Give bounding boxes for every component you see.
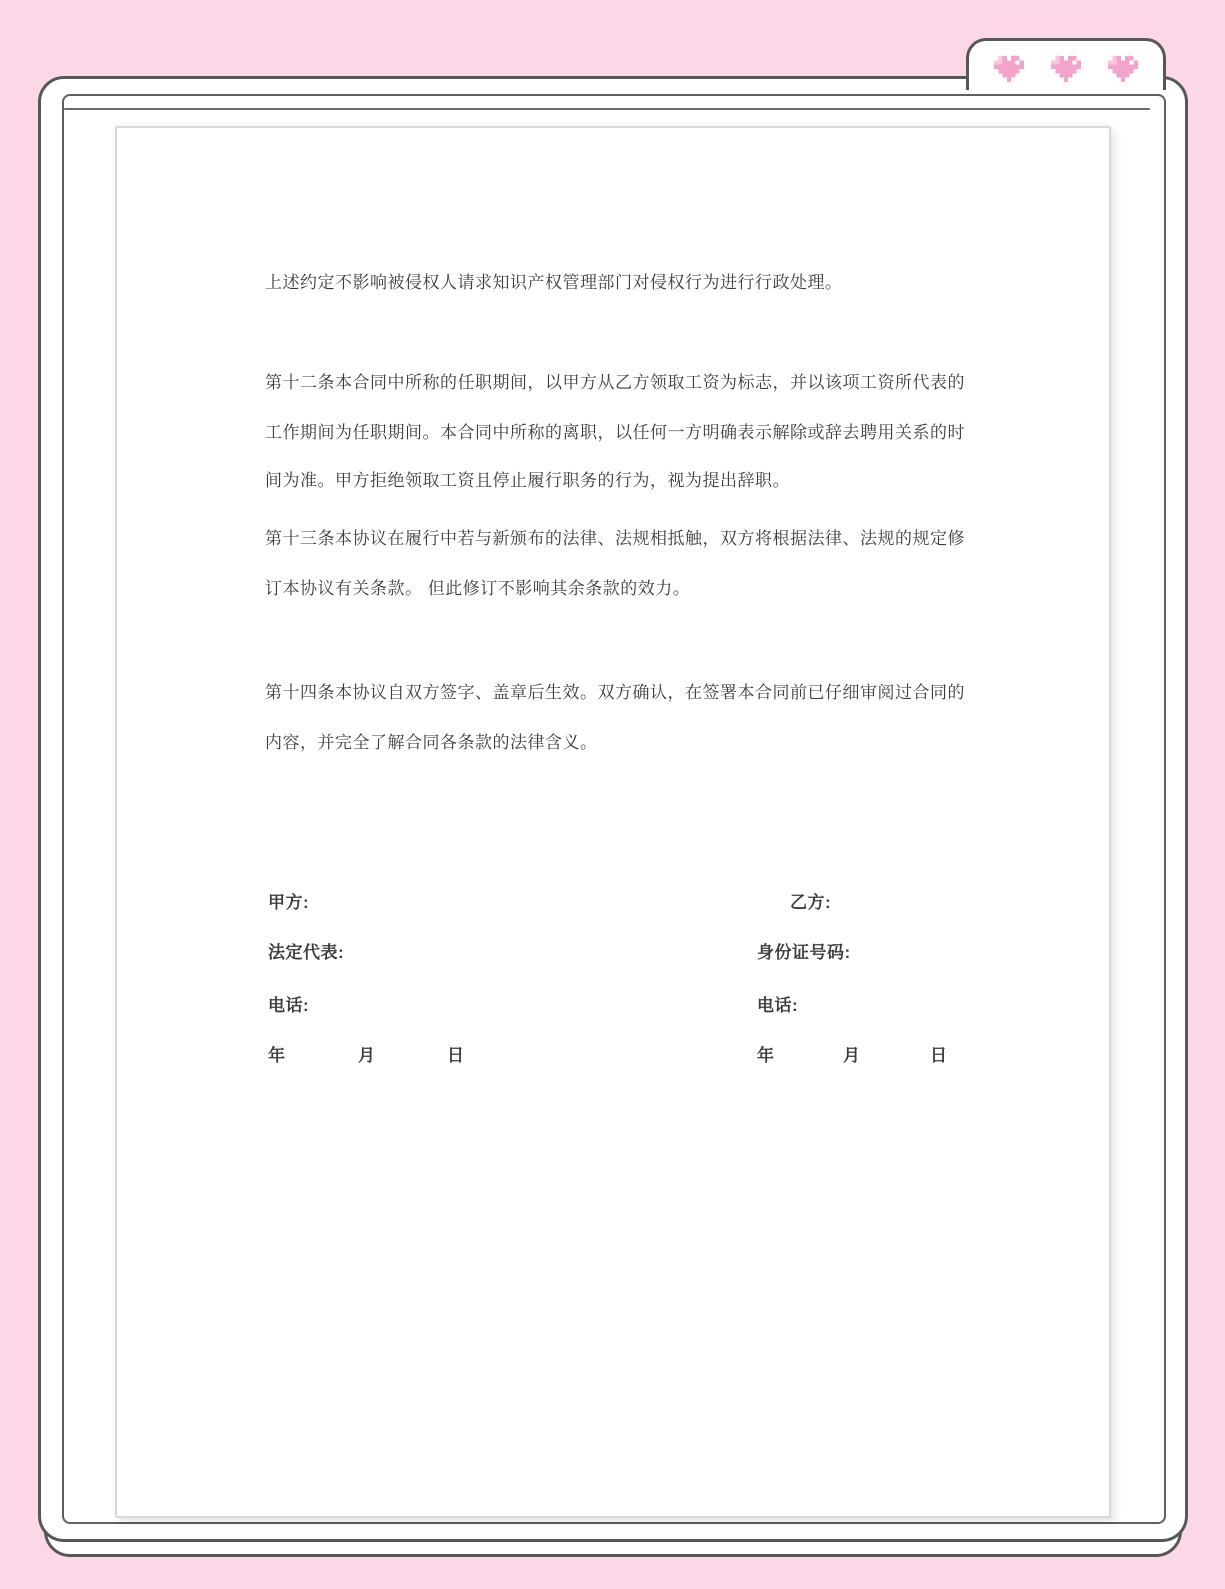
contract-line: 间为准。甲方拒绝领取工资且停止履行职务的行为，视为提出辞职。 <box>265 471 790 490</box>
contract-line: 订本协议有关条款。 但此修订不影响其余条款的效力。 <box>265 579 691 598</box>
party-a-representative-label: 法定代表: <box>268 943 345 962</box>
party-a-year-label: 年 <box>268 1046 286 1065</box>
heart-icon <box>1051 56 1081 82</box>
party-a-phone-label: 电话: <box>268 996 310 1015</box>
heart-icon <box>994 56 1024 82</box>
party-a-label: 甲方: <box>268 893 310 912</box>
divider-line <box>64 108 1150 110</box>
document-page <box>115 126 1111 1518</box>
hearts-tab <box>966 38 1166 90</box>
party-b-phone-label: 电话: <box>757 996 799 1015</box>
party-b-id-label: 身份证号码: <box>757 943 851 962</box>
contract-line: 上述约定不影响被侵权人请求知识产权管理部门对侵权行为进行行政处理。 <box>265 273 843 292</box>
contract-line: 第十四条本协议自双方签字、盖章后生效。双方确认，在签署本合同前已仔细审阅过合同的 <box>265 683 965 702</box>
party-b-month-label: 月 <box>843 1046 861 1065</box>
party-b-year-label: 年 <box>757 1046 775 1065</box>
contract-line: 第十三条本协议在履行中若与新颁布的法律、法规相抵触，双方将根据法律、法规的规定修 <box>265 529 965 548</box>
party-b-day-label: 日 <box>930 1046 948 1065</box>
heart-icon <box>1108 56 1138 82</box>
contract-line: 内容，并完全了解合同各条款的法律含义。 <box>265 733 598 752</box>
party-a-month-label: 月 <box>358 1046 376 1065</box>
party-a-day-label: 日 <box>447 1046 465 1065</box>
party-b-label: 乙方: <box>790 893 832 912</box>
contract-line: 第十二条本合同中所称的任职期间，以甲方从乙方领取工资为标志，并以该项工资所代表的 <box>265 373 965 392</box>
contract-line: 工作期间为任职期间。本合同中所称的离职，以任何一方明确表示解除或辞去聘用关系的时 <box>265 423 965 442</box>
